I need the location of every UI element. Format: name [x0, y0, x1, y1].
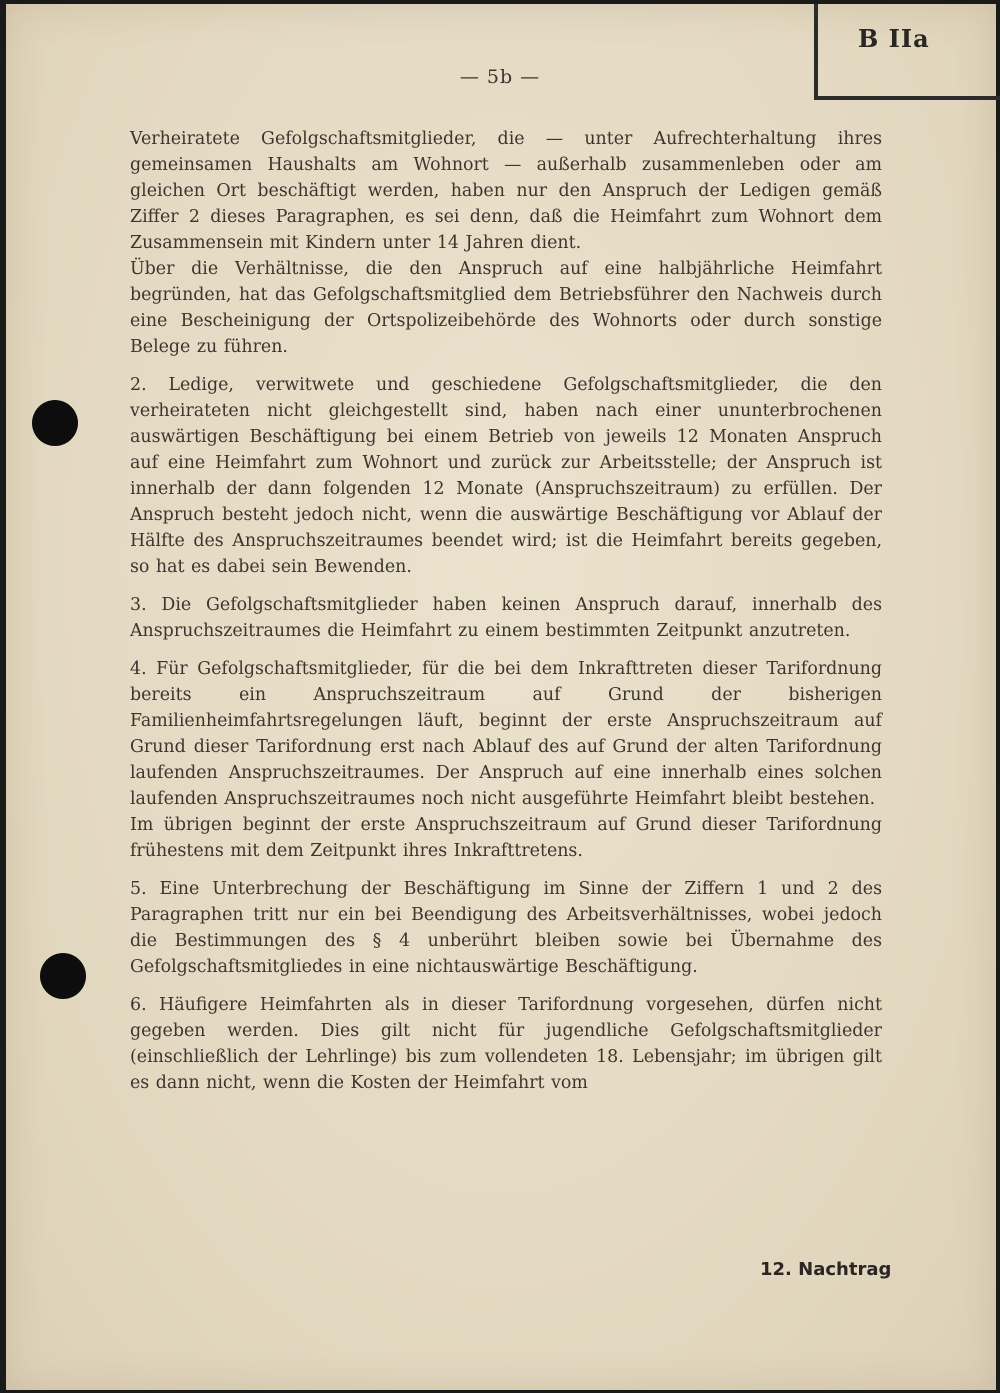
page-number: — 5b —	[459, 66, 541, 88]
paragraph-item-2: 2. Ledige, verwitwete und geschiedene Gefolgschaftsmitglieder, die den verheirateten nicht gleichgestellt sind, haben nach einer ununterbrochenen auswärtigen Beschäftigung bei einem Betrieb von jeweils 12 Monaten Anspruch auf eine Heimfahrt zum Wohnort und zurück zur Arbeitsstelle; der Anspruch ist innerhalb der dann folgenden 12 Monate (Anspruchszeitraum) zu erfüllen. Der Anspruch besteht jedoch nicht, wenn die auswärtige Beschäftigung vor Ablauf der Hälfte des Anspruchszeitraumes beendet wird; ist die Heimfahrt bereits gegeben, so hat es dabei sein Bewenden.	[130, 375, 882, 577]
supplement-label: 12. Nachtrag	[760, 1259, 892, 1280]
paragraph-item-5: 5. Eine Unterbrechung der Beschäftigung im Sinne der Ziffern 1 und 2 des Paragraphen tritt nur ein bei Beendigung des Arbeitsverhältnisses, wobei jedoch die Bestimmungen des § 4 unberührt bleiben sowie bei Übernahme des Gefolgschaftsmitgliedes in eine nichtauswärtige Beschäftigung.	[130, 879, 882, 977]
document-body	[130, 126, 882, 1096]
punch-hole	[40, 953, 86, 999]
paragraph-item-4-continuation: Im übrigen beginnt der erste Anspruchszeitraum auf Grund dieser Tarifordnung frühestens mit dem Zeitpunkt ihres Inkrafttretens.	[130, 815, 882, 861]
section-label: B IIa	[858, 24, 930, 53]
paragraph-proof-requirement: Über die Verhältnisse, die den Anspruch auf eine halbjährliche Heimfahrt begründen, hat das Gefolgschaftsmitglied dem Betriebsführer den Nachweis durch eine Bescheinigung der Ortspolizeibehörde des Wohnorts oder durch sonstige Belege zu führen.	[130, 259, 882, 357]
paragraph-married-members: Verheiratete Gefolgschaftsmitglieder, die — unter Aufrechterhaltung ihres gemeinsamen Haushalts am Wohnort — außerhalb zusammenleben oder am gleichen Ort beschäftigt werden, haben nur den Anspruch der Ledigen gemäß Ziffer 2 dieses Paragraphen, es sei denn, daß die Heimfahrt zum Wohnort dem Zusammensein mit Kindern unter 14 Jahren dient.	[130, 129, 882, 253]
paragraph-item-4: 4. Für Gefolgschaftsmitglieder, für die bei dem Inkrafttreten dieser Tarifordnung bereits ein Anspruchszeitraum auf Grund der bisherigen Familienheimfahrtsregelungen läuft, beginnt der erste Anspruchszeitraum auf Grund dieser Tarifordnung erst nach Ablauf des auf Grund der alten Tarifordnung laufenden Anspruchszeitraumes. Der Anspruch auf eine innerhalb eines solchen laufenden Anspruchszeitraumes noch nicht ausgeführte Heimfahrt bleibt bestehen.	[130, 659, 882, 809]
paragraph-item-3: 3. Die Gefolgschaftsmitglieder haben keinen Anspruch darauf, innerhalb des Anspruchszeitraumes die Heimfahrt zu einem bestimmten Zeitpunkt anzutreten.	[130, 595, 882, 641]
punch-hole	[32, 400, 78, 446]
paragraph-item-6: 6. Häufigere Heimfahrten als in dieser Tarifordnung vorgesehen, dürfen nicht gegeben werden. Dies gilt nicht für jugendliche Gefolgschaftsmitglieder (einschließlich der Lehrlinge) bis zum vollendeten 18. Lebensjahr; im übrigen gilt es dann nicht, wenn die Kosten der Heimfahrt vom	[130, 995, 882, 1093]
